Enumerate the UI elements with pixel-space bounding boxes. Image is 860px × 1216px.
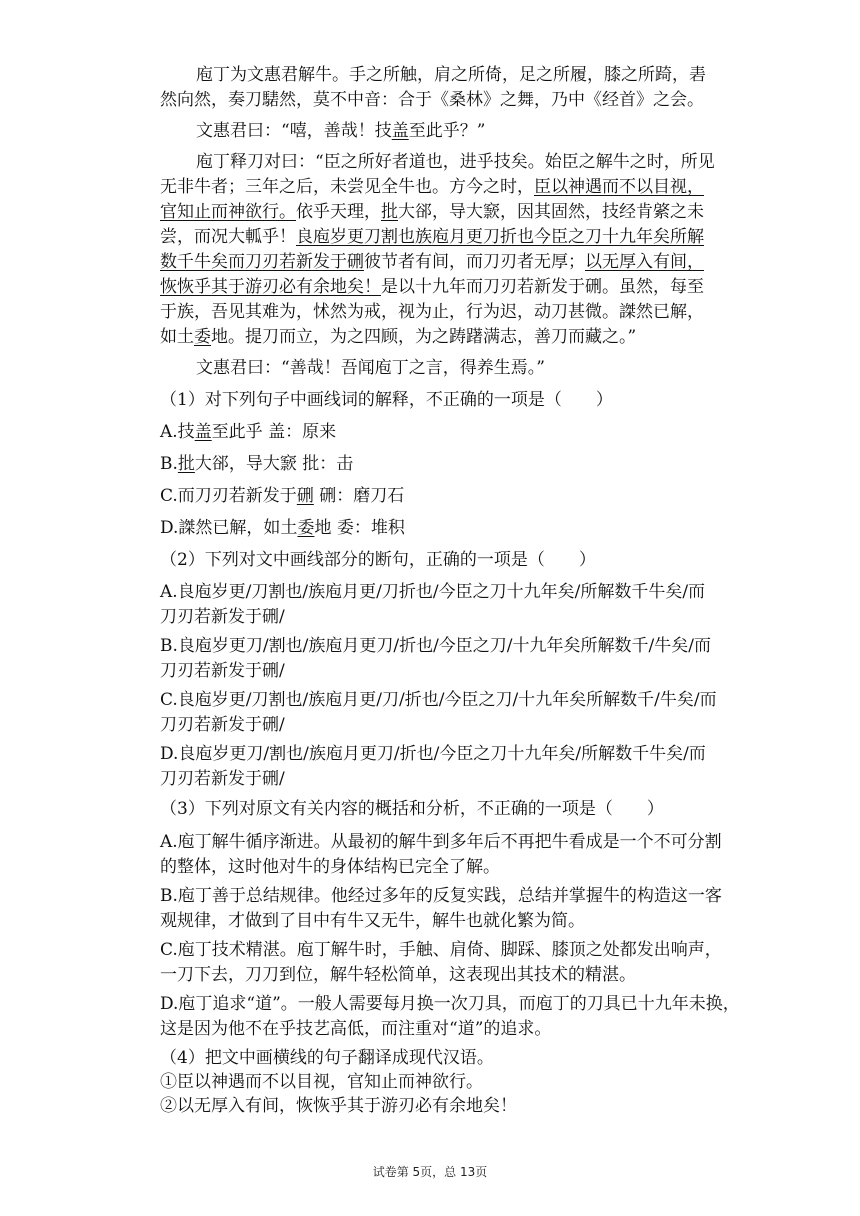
text: D.謋然已解，如土	[160, 518, 298, 538]
text: B.	[160, 454, 178, 474]
underlined-sentence: 良庖岁更刀割也族庖月更刀折也今臣之刀十九年矣所解	[296, 227, 704, 247]
question-3-stem: （3）下列对原文有关内容的概括和分析，不正确的一项是（ ）	[160, 799, 664, 819]
underlined-word: 批	[381, 202, 398, 222]
underlined-word: 委	[194, 327, 211, 347]
q3-option-a-cont: 的整体，这时他对牛的身体结构已完全了解。	[160, 857, 500, 877]
q2-option-d-cont: 刀刃若新发于硎/	[160, 769, 285, 789]
question-4-stem: （4）把文中画横线的句子翻译成现代汉语。	[160, 1048, 494, 1068]
text: A.技	[160, 422, 195, 442]
q1-option-d	[160, 516, 720, 541]
q2-option-b-cont: 刀刃若新发于硎/	[160, 661, 285, 681]
passage-line: 庖丁为文惠君解牛。手之所触，肩之所倚，足之所履，膝之所踦，砉	[196, 65, 706, 85]
q4-sentence-2: ②以无厚入有间，恢恢乎其于游刃必有余地矣！	[160, 1096, 517, 1116]
underlined-word: 盖	[194, 422, 212, 442]
text: 文惠君曰：“嘻，善哉！技	[196, 121, 392, 141]
passage-line	[160, 250, 720, 275]
text: C.而刀刃若新发于	[160, 486, 297, 506]
passage-line	[160, 225, 720, 250]
q2-option-a-cont: 刀刃若新发于硎/	[160, 607, 285, 627]
underlined-word: 批	[177, 454, 195, 474]
underlined-sentence: 恢恢乎其于游刃必有余地矣！	[160, 277, 381, 297]
passage-line: 于族，吾见其难为，怵然为戒，视为止，行为迟，动刀甚微。謋然已解，	[160, 302, 704, 322]
passage-line: 文惠君曰：“善哉！吾闻庖丁之言，得养生焉。”	[196, 358, 545, 378]
underlined-sentence: 臣以神遇而不以目视，	[534, 177, 704, 197]
q3-option-c: C.庖丁技术精湛。庖丁解牛时，手触、肩倚、脚踩、膝顶之处都发出响声，	[160, 940, 722, 960]
q2-option-a: A.良庖岁更/刀割也/族庖月更/刀折也/今臣之刀十九年矣/所解数千牛矣/而	[160, 582, 706, 602]
q2-option-d: D.良庖岁更刀/割也/族庖月更刀/折也/今臣之刀十九年矣/所解数千牛矣/而	[160, 744, 706, 764]
q3-option-b: B.庖丁善于总结规律。他经过多年的反复实践，总结并掌握牛的构造这一客	[160, 886, 722, 906]
underlined-sentence: 以无厚入有间，	[585, 252, 704, 272]
text: 无非牛者；三年之后，未尝见全牛也。方今之时，	[160, 177, 534, 197]
q3-option-c-cont: 一刀下去，刀刀到位，解牛轻松简单，这表现出其技术的精湛。	[160, 965, 636, 985]
passage-line	[160, 325, 720, 350]
text: 至此乎？”	[408, 121, 486, 141]
text: 至此乎 盖：原来	[211, 422, 337, 442]
text: 彼节者有间，而刀刃者无厚；	[364, 252, 585, 272]
text: 大郤，导大窾 批：击	[194, 454, 354, 474]
question-2-stem: （2）下列对文中画线部分的断句，正确的一项是（ ）	[160, 550, 596, 570]
text: 如土	[160, 327, 194, 347]
passage-line: 然向然，奏刀騞然，莫不中音：合于《桑林》之舞，乃中《经首》之会。	[160, 90, 704, 110]
text: 地 委：堆积	[314, 518, 405, 538]
underlined-word: 硎	[296, 486, 314, 506]
q1-option-b	[160, 452, 720, 477]
text: 硎：磨刀石	[313, 486, 405, 506]
page-footer: 试卷第 5页，总 13页	[372, 1165, 488, 1179]
q4-sentence-1: ①臣以神遇而不以目视，官知止而神欲行。	[160, 1072, 483, 1092]
passage-line	[160, 175, 720, 200]
q2-option-c-cont: 刀刃若新发于硎/	[160, 715, 285, 735]
underlined-word: 委	[297, 518, 315, 538]
text: 大郤，导大窾，因其固然，技经肯綮之未	[398, 202, 704, 222]
passage-line	[160, 275, 720, 300]
text: 依乎天理，	[296, 202, 381, 222]
q2-option-c: C.良庖岁更/刀割也/族庖月更/刀/折也/今臣之刀/十九年矣所解数千/牛矣/而	[160, 690, 717, 710]
q2-option-b: B.良庖岁更刀/割也/族庖月更刀/折也/今臣之刀/十九年矣所解数千/牛矣/而	[160, 636, 711, 656]
q1-option-c	[160, 484, 720, 509]
underlined-word: 硎	[347, 252, 364, 272]
q1-option-a	[160, 420, 720, 445]
passage-line: 庖丁释刀对曰：“臣之所好者道也，进乎技矣。始臣之解牛之时，所见	[196, 152, 715, 172]
underlined-word: 盖	[391, 121, 409, 141]
passage-line	[196, 119, 756, 144]
q3-option-b-cont: 观规律，才做到了目中有牛又无牛，解牛也就化繁为简。	[160, 911, 585, 931]
text: 是以十九年而刀刃若新发于硎。虽然，每至	[381, 277, 704, 297]
passage-line	[160, 200, 720, 225]
q3-option-d-cont: 这是因为他不在乎技艺高低，而注重对“道”的追求。	[160, 1019, 552, 1039]
underlined-sentence: 数千牛矣而刀刃若新发于	[160, 252, 347, 272]
q3-option-d: D.庖丁追求“道”。一般人需要每月换一次刀具，而庖丁的刀具已十九年未换，	[160, 994, 740, 1014]
question-1-stem: （1）对下列句子中画线词的解释，不正确的一项是（ ）	[160, 390, 613, 410]
text: 尝，而况大軱乎！	[160, 227, 296, 247]
text: 地。提刀而立，为之四顾，为之踌躇满志，善刀而藏之。”	[211, 327, 637, 347]
q3-option-a: A.庖丁解牛循序渐进。从最初的解牛到多年后不再把牛看成是一个不可分割	[160, 832, 722, 852]
underlined-sentence: 官知止而神欲行。	[160, 202, 296, 222]
